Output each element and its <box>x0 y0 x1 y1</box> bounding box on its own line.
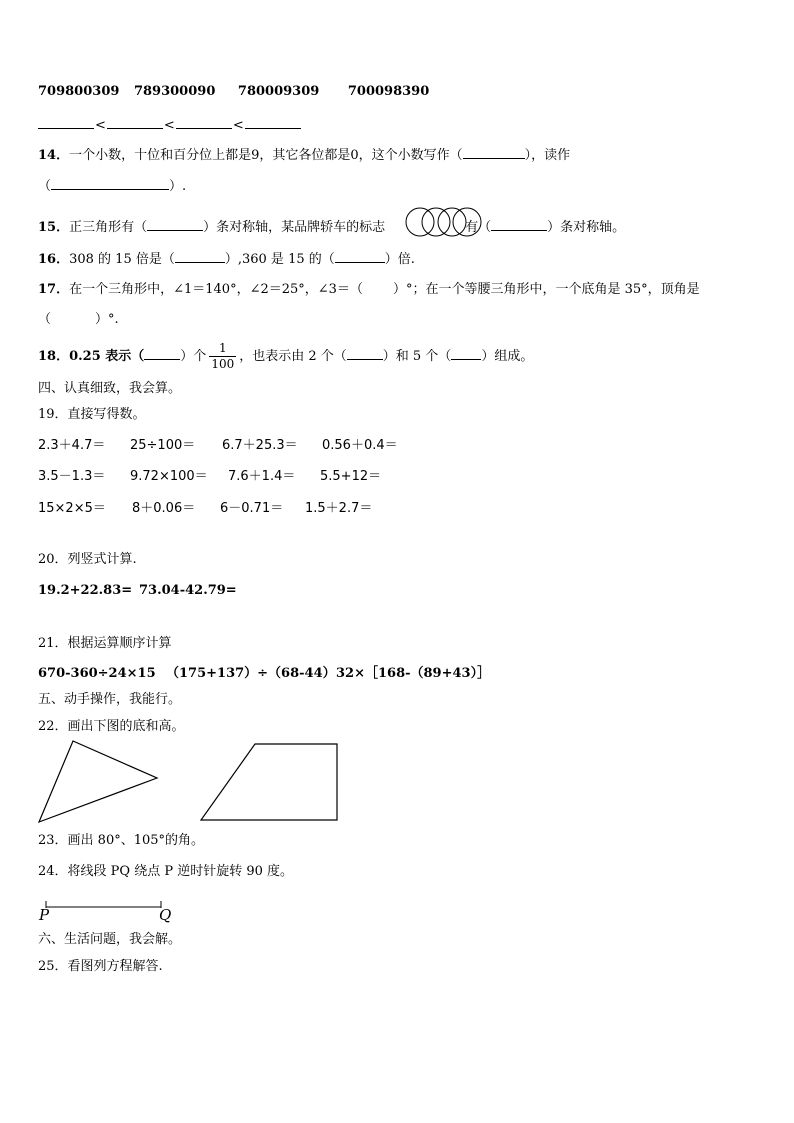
q14-line-1 <box>38 145 570 165</box>
q15-text-d: ）条对称轴。 <box>547 220 626 235</box>
q14-blank-reading[interactable] <box>51 176 169 190</box>
q13-number-3: 780009309 <box>237 84 320 99</box>
q19-cell: 9.72×100＝ <box>130 469 208 484</box>
q16-text-b: ）,360 是 15 的（ <box>224 252 335 267</box>
q21-item-3: 32×［168-（89+43）］ <box>336 666 491 681</box>
q14-text-b: ），读作 <box>524 148 571 163</box>
q19-row-1 <box>38 437 398 455</box>
q21-items <box>38 665 490 683</box>
q14-line2-open: （ <box>38 179 52 194</box>
q18-blank-1[interactable] <box>144 346 180 360</box>
q24-label-q: Q <box>159 906 172 924</box>
q19-cell: 15×2×5＝ <box>38 501 106 516</box>
q18-text-b: ）个 <box>180 349 207 364</box>
q14-line-2 <box>38 176 186 196</box>
q13-number-4: 700098390 <box>347 84 430 99</box>
q13-numbers-row <box>38 83 429 101</box>
q17-line2-close: ）°. <box>95 312 119 327</box>
q20-item-1: 19.2+22.83= <box>38 583 133 598</box>
q19-cell: 6－0.71＝ <box>220 501 284 516</box>
q17-text-b: ）°；在一个等腰三角形中，一个底角是 35°，顶角是 <box>392 282 700 297</box>
q16-text-a: 308 的 15 倍是（ <box>69 252 175 267</box>
q19-cell: 3.5－1.3＝ <box>38 469 106 484</box>
q16-blank-1[interactable] <box>175 249 225 263</box>
q15-number: 15． <box>38 220 70 235</box>
q17-line2-open: （ <box>38 312 52 327</box>
q13-blank-1[interactable] <box>38 115 94 129</box>
q18-fraction <box>209 341 236 372</box>
q13-number-1: 709800309 <box>38 84 120 99</box>
q13-blank-4[interactable] <box>245 115 301 129</box>
q14-blank-decimal[interactable] <box>463 145 525 159</box>
q17-number: 17． <box>38 282 70 297</box>
q25-title: 25．看图列方程解答. <box>38 959 163 974</box>
q19-cell: 1.5＋2.7＝ <box>305 501 373 516</box>
q14-text-a: 一个小数，十位和百分位上都是9，其它各位都是0，这个小数写作（ <box>69 148 463 163</box>
q21-title: 21．根据运算顺序计算 <box>38 636 172 651</box>
q24-label-p: P <box>39 906 50 924</box>
q13-ordering-row <box>38 115 301 135</box>
q19-cell: 25÷100＝ <box>130 438 196 453</box>
q14-line2-close: ）. <box>169 179 187 194</box>
section-6-heading: 六、生活问题，我会解。 <box>38 932 182 947</box>
q18-text-a: 0.25 表示（ <box>69 349 145 364</box>
q19-row-2 <box>38 468 381 486</box>
q19-row-3 <box>38 500 372 518</box>
q18-blank-2[interactable] <box>347 346 383 360</box>
q20-title: 20．列竖式计算. <box>38 552 137 567</box>
q18-line <box>38 340 533 374</box>
q24-title: 24．将线段 PQ 绕点 P 逆时针旋转 90 度。 <box>38 864 294 879</box>
q18-text-c: ，也表示由 2 个（ <box>239 349 347 364</box>
q15-text-c: 有（ <box>465 220 492 235</box>
q13-lt-1: < <box>95 118 106 133</box>
q20-items <box>38 582 237 600</box>
q15-text-a: 正三角形有（ <box>69 220 148 235</box>
q17-line-1 <box>38 281 700 299</box>
q19-cell: 8＋0.06＝ <box>132 501 196 516</box>
q18-blank-3[interactable] <box>451 346 481 360</box>
q19-cell: 5.5+12＝ <box>320 469 382 484</box>
q16-number: 16． <box>38 252 70 267</box>
q13-lt-2: < <box>163 118 175 133</box>
q18-text-e: ）组成。 <box>481 349 534 364</box>
q13-lt-3: < <box>232 118 244 133</box>
q16-blank-2[interactable] <box>335 249 385 263</box>
q22-trapezoid <box>198 741 340 823</box>
section-5-heading: 五、动手操作，我能行。 <box>38 692 182 707</box>
q17-text-a: 在一个三角形中，∠1＝140°，∠2＝25°，∠3＝（ <box>69 282 363 297</box>
q23-title: 23．画出 80°、105°的角。 <box>38 833 205 848</box>
q15-blank-1[interactable] <box>147 217 203 231</box>
q19-cell: 2.3＋4.7＝ <box>38 438 106 453</box>
q18-frac-den: 100 <box>211 357 235 371</box>
q19-cell: 0.56＋0.4＝ <box>322 438 398 453</box>
q15-text-b: ）条对称轴，某品牌轿车的标志 <box>203 220 386 235</box>
q14-number: 14． <box>38 148 70 163</box>
q19-title: 19．直接写得数。 <box>38 407 146 422</box>
car-logo-rings-icon <box>400 205 486 239</box>
q18-text-d: ）和 5 个（ <box>382 349 452 364</box>
q13-number-2: 789300090 <box>133 84 216 99</box>
q24-segment-pq <box>40 898 170 914</box>
section-4-heading: 四、认真细致，我会算。 <box>38 381 182 396</box>
q19-cell: 6.7＋25.3＝ <box>222 438 298 453</box>
q20-item-2: 73.04-42.79= <box>139 583 237 598</box>
q21-item-1: 670-360÷24×15 <box>38 666 156 681</box>
q21-item-2: （175+137）÷（68-44） <box>166 666 336 681</box>
q22-title: 22．画出下图的底和高。 <box>38 719 185 734</box>
q16-text-c: ）倍. <box>384 252 415 267</box>
q13-blank-2[interactable] <box>107 115 163 129</box>
q19-cell: 7.6＋1.4＝ <box>228 469 296 484</box>
q16-line <box>38 249 415 269</box>
q18-number: 18． <box>38 349 70 364</box>
q17-line-2 <box>38 311 119 329</box>
q22-triangle <box>36 738 166 826</box>
q15-blank-2[interactable] <box>491 217 547 231</box>
q15-line <box>38 213 625 237</box>
q18-frac-num: 1 <box>209 341 236 357</box>
q13-blank-3[interactable] <box>176 115 232 129</box>
